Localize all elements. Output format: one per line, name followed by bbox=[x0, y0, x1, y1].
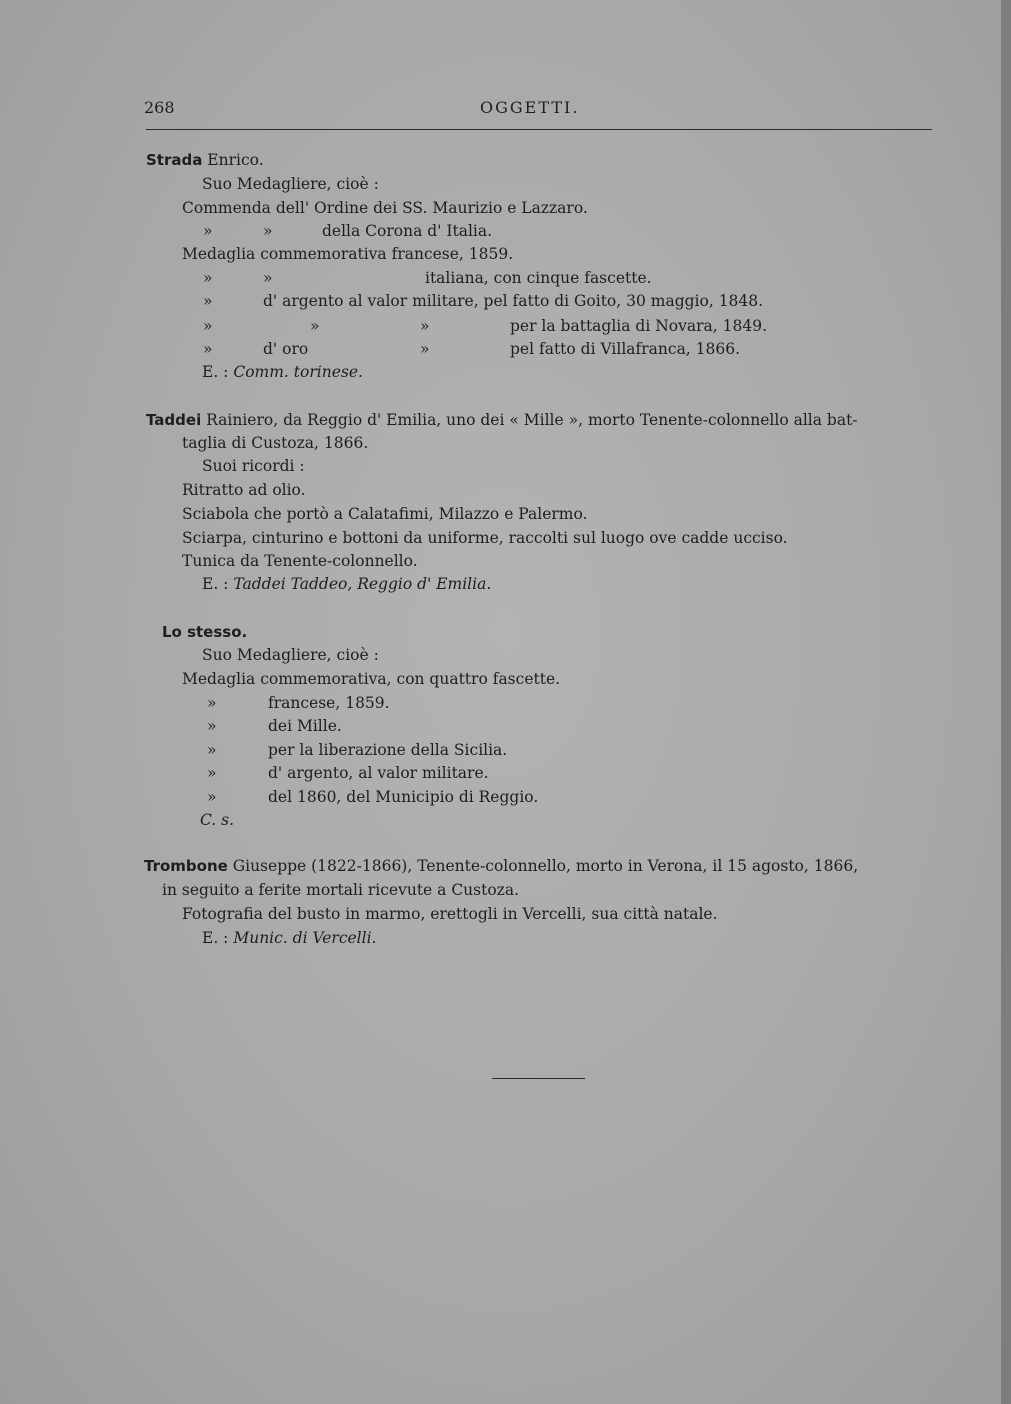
list-item: d' argento al valor militare, pel fatto di Goito, 30 maggio, 1848. bbox=[263, 292, 764, 310]
ditto-mark: » bbox=[207, 764, 217, 782]
entry-lo-stesso-heading: Lo stesso. bbox=[162, 623, 248, 641]
entry-name-rest: Giuseppe (1822-1866), Tenente-colonnello, morto in Verona, il 15 agosto, 1866, bbox=[227, 857, 859, 875]
entry-strada-heading bbox=[146, 150, 264, 170]
list-item: del 1860, del Municipio di Reggio. bbox=[268, 788, 539, 806]
ditto-mark: » bbox=[203, 292, 213, 310]
header-rule bbox=[146, 129, 932, 130]
source-value: Comm. torinese. bbox=[233, 363, 363, 381]
list-item: dei Mille. bbox=[268, 717, 342, 735]
source-label: E. : bbox=[202, 363, 229, 381]
list-item: della Corona d' Italia. bbox=[322, 222, 493, 240]
ditto-mark: » bbox=[420, 340, 430, 358]
entry-trombone-heading bbox=[144, 856, 858, 876]
list-item: Sciarpa, cinturino e bottoni da uniforme, raccolti sul luogo ove cadde ucciso. bbox=[182, 529, 788, 547]
list-item: pel fatto di Villafranca, 1866. bbox=[510, 340, 741, 358]
ditto-mark: » bbox=[310, 317, 320, 335]
ricordi-intro: Suoi ricordi : bbox=[202, 457, 305, 475]
source-line bbox=[202, 574, 491, 594]
source-label: E. : bbox=[202, 575, 229, 593]
source-line bbox=[202, 928, 376, 948]
source-value: Taddei Taddeo, Reggio d' Emilia. bbox=[233, 575, 492, 593]
page-number: 268 bbox=[144, 98, 175, 117]
ditto-mark: » bbox=[203, 340, 213, 358]
entry-continuation: taglia di Custoza, 1866. bbox=[182, 434, 369, 452]
ditto-mark: » bbox=[263, 222, 273, 240]
ditto-mark: » bbox=[203, 222, 213, 240]
list-item: d' oro bbox=[263, 340, 309, 358]
medagliere-intro: Suo Medagliere, cioè : bbox=[202, 646, 379, 664]
list-item: Sciabola che portò a Calatafimi, Milazzo e Palermo. bbox=[182, 505, 588, 523]
running-title: OGGETTI. bbox=[480, 98, 580, 117]
ditto-mark: » bbox=[207, 788, 217, 806]
entry-name: Taddei bbox=[146, 411, 202, 429]
list-item: Tunica da Tenente-colonnello. bbox=[182, 552, 418, 570]
entry-name-rest: Rainiero, da Reggio d' Emilia, uno dei « Mille », morto Tenente-colonnello alla bat- bbox=[201, 411, 858, 429]
list-item: Fotografia del busto in marmo, erettogli in Vercelli, sua città natale. bbox=[182, 905, 718, 923]
list-item: Medaglia commemorativa, con quattro fascette. bbox=[182, 670, 561, 688]
ditto-mark: » bbox=[420, 317, 430, 335]
list-item: francese, 1859. bbox=[268, 694, 390, 712]
entry-name: Trombone bbox=[144, 857, 228, 875]
ditto-mark: » bbox=[203, 317, 213, 335]
list-item: d' argento, al valor militare. bbox=[268, 764, 489, 782]
ditto-mark: » bbox=[207, 741, 217, 759]
page-edge-shadow bbox=[1001, 0, 1011, 1404]
source-value: Munic. di Vercelli. bbox=[233, 929, 377, 947]
source-label: E. : bbox=[202, 929, 229, 947]
list-item: Medaglia commemorativa francese, 1859. bbox=[182, 245, 514, 263]
list-item: Commenda dell' Ordine dei SS. Maurizio e Lazzaro. bbox=[182, 199, 588, 217]
ditto-mark: » bbox=[263, 269, 273, 287]
entry-continuation: in seguito a ferite mortali ricevute a Custoza. bbox=[162, 881, 520, 899]
list-item: italiana, con cinque fascette. bbox=[425, 269, 652, 287]
closing-rule bbox=[492, 1078, 585, 1079]
entry-taddei-heading bbox=[146, 410, 858, 430]
list-item: Ritratto ad olio. bbox=[182, 481, 306, 499]
source-line: C. s. bbox=[200, 811, 235, 829]
medagliere-intro: Suo Medagliere, cioè : bbox=[202, 175, 379, 193]
entry-name-rest: Enrico. bbox=[202, 151, 264, 169]
list-item: per la liberazione della Sicilia. bbox=[268, 741, 508, 759]
entry-name: Strada bbox=[146, 151, 203, 169]
list-item: per la battaglia di Novara, 1849. bbox=[510, 317, 767, 335]
ditto-mark: » bbox=[207, 694, 217, 712]
source-line bbox=[202, 362, 363, 382]
ditto-mark: » bbox=[203, 269, 213, 287]
ditto-mark: » bbox=[207, 717, 217, 735]
